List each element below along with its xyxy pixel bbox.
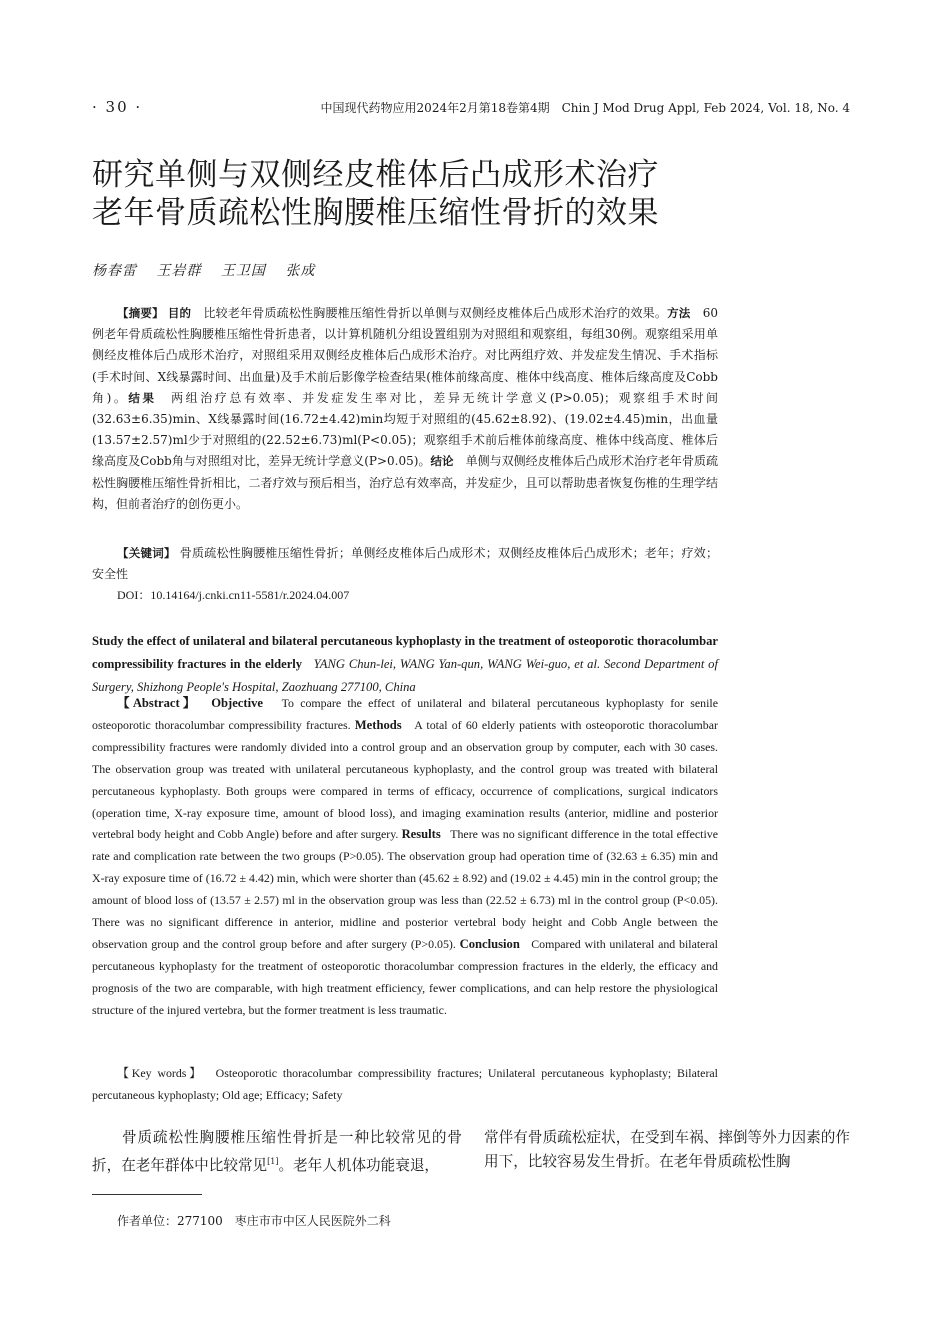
authors: 杨春雷 王岩群 王卫国 张成 <box>92 263 316 279</box>
en-conclusion-label: Conclusion <box>459 936 520 951</box>
author-affiliation-footnote: 作者单位：277100 枣庄市市中区人民医院外二科 <box>117 1214 391 1228</box>
en-conclusion: Compared with unilateral and bilateral percutaneous kyphoplasty for the treatment of osteoporotic thoracolumbar compression fractures in the elderly, the efficacy and prognosis of the two are comparable, with high treatment efficiency, fewer complications, and can help restore the physiological structure of the injured vertebra, but the former treatment is less traumatic. <box>92 936 718 1017</box>
english-title-block <box>92 630 718 699</box>
body-left-text-b: 。老年人机体功能衰退， <box>278 1156 440 1174</box>
page-number: · 30 · <box>92 98 143 116</box>
en-objective-label: Objective <box>211 696 263 710</box>
cn-results-label: 结果 <box>128 390 157 405</box>
body-right-column: 常伴有骨质疏松症状，在受到车祸、摔倒等外力因素的作用下，比较容易发生骨折。在老年骨质疏松性胸 <box>484 1129 850 1170</box>
english-title: Study the effect of unilateral and bilateral percutaneous kyphoplasty in the treatment of osteoporotic thoracolumbar compressibility fractures in the elderly <box>92 634 718 671</box>
title-line-1: 研究单侧与双侧经皮椎体后凸成形术治疗 <box>92 157 659 193</box>
citation-ref[interactable]: [1] <box>267 1157 279 1166</box>
cn-abstract-label: 【摘要】 <box>117 306 164 320</box>
cn-methods-label: 方法 <box>667 306 691 320</box>
cn-conclusion: 单侧与双侧经皮椎体后凸成形术治疗老年骨质疏松性胸腰椎压缩性骨折相比，二者疗效与预后相当，治疗总有效率高，并发症少，且可以帮助患者恢复伤椎的生理学结构，但前者治疗的创伤更小。 <box>92 454 718 511</box>
cn-keywords-label: 【关键词】 <box>117 546 176 560</box>
cn-conclusion-label: 结论 <box>430 454 454 469</box>
english-abstract <box>92 693 718 1022</box>
cn-objective-label: 目的 <box>167 306 192 320</box>
cn-methods: 60例老年骨质疏松性胸腰椎压缩性骨折患者，以计算机随机分组设置组别为对照组和观察组，每组30例。观察组采用单侧经皮椎体后凸成形术治疗，对照组采用双侧经皮椎体后凸成形术治疗。对比两组疗效、并发症发生情况、手术指标(手术时间、X线暴露时间、出血量)及手术前后影像学检查结果(椎体前缘高度、椎体中线高度、椎体后缘高度及Cobb角)。 <box>92 306 718 405</box>
en-methods: A total of 60 elderly patients with osteoporotic thoracolumbar compressibility fractures were randomly divided into a control group and an observation group by computer, each with 30 cases. The observation group was treated with unilateral percutaneous kyphoplasty, and the control group was treated with bilateral percutaneous kyphoplasty. Both groups were compared in terms of efficacy, occurrence of complications, surgical indicators (operation time, X-ray exposure time, amount of blood loss), and imaging examination results (anterior, midline and posterior vertebral body height and Cobb Angle) before and after surgery. <box>92 717 718 842</box>
cn-results: 两组治疗总有效率、并发症发生率对比，差异无统计学意义(P>0.05)；观察组手术时间(32.63±6.35)min、X线暴露时间(16.72±4.42)min均短于对照组的(45.62±8.92)、(19.02±4.45)min，出血量(13.57±2.57)ml少于对照组的(22.52±6.73)ml(P<0.05)；观察组手术前后椎体前缘高度、椎体中线高度、椎体后缘高度及Cobb角与对照组对比，差异无统计学意义(P>0.05)。 <box>92 390 719 469</box>
chinese-keywords <box>92 543 718 585</box>
en-results-label: Results <box>401 827 441 842</box>
body-left-column <box>92 1126 462 1178</box>
article-title <box>92 156 852 232</box>
chinese-abstract <box>92 303 718 515</box>
english-keywords <box>92 1063 718 1107</box>
doi[interactable]: DOI：10.14164/j.cnki.cn11-5581/r.2024.04.007 <box>117 588 350 602</box>
cn-objective: 比较老年骨质疏松性胸腰椎压缩性骨折以单侧与双侧经皮椎体后凸成形术治疗的效果。 <box>203 306 668 320</box>
en-keywords-text: Osteoporotic thoracolumbar compressibility fractures; Unilateral percutaneous kyphoplasty; Bilateral percutaneous kyphoplasty; Old age; Efficacy; Safety <box>92 1066 718 1102</box>
english-authors-affiliation: YANG Chun-lei, WANG Yan-qun, WANG Wei-guo, et al. Second Department of Surgery, Shizhong People's Hospital, Zaozhuang 277100, China <box>92 657 718 694</box>
en-objective: To compare the effect of unilateral and bilateral percutaneous kyphoplasty for senile osteoporotic thoracolumbar compressibility fractures. <box>92 696 719 732</box>
en-methods-label: Methods <box>354 717 402 732</box>
title-line-2: 老年骨质疏松性胸腰椎压缩性骨折的效果 <box>92 195 659 231</box>
en-results: There was no significant difference in the total effective rate and complication rate between the two groups (P>0.05). The observation group had operation time of (32.63 ± 6.35) min and X-ray exposure time of (16.72 ± 4.42) min, which were shorter than (45.62 ± 8.92) and (19.02 ± 4.45) min in the control group; the amount of blood loss of (13.57 ± 2.57) ml in the observation group was less than (22.52 ± 6.73) ml in the control group (P<0.05). There was no significant difference in anterior, midline and posterior vertebral body height and Cobb Angle between the observation group and the control group before and after surgery (P>0.05). <box>92 827 718 951</box>
cn-keywords-text: 骨质疏松性胸腰椎压缩性骨折；单侧经皮椎体后凸成形术；双侧经皮椎体后凸成形术；老年；疗效；安全性 <box>92 546 718 582</box>
en-keywords-label: 【Key words】 <box>117 1066 205 1080</box>
running-head: 中国现代药物应用2024年2月第18卷第4期 Chin J Mod Drug Appl, Feb 2024, Vol. 18, No. 4 <box>320 101 850 115</box>
footnote-rule <box>92 1194 202 1195</box>
body-left-text-a: 骨质疏松性胸腰椎压缩性骨折是一种比较常见的骨折，在老年群体中比较常见 <box>92 1129 462 1174</box>
en-abstract-label: 【Abstract】 <box>117 696 199 710</box>
